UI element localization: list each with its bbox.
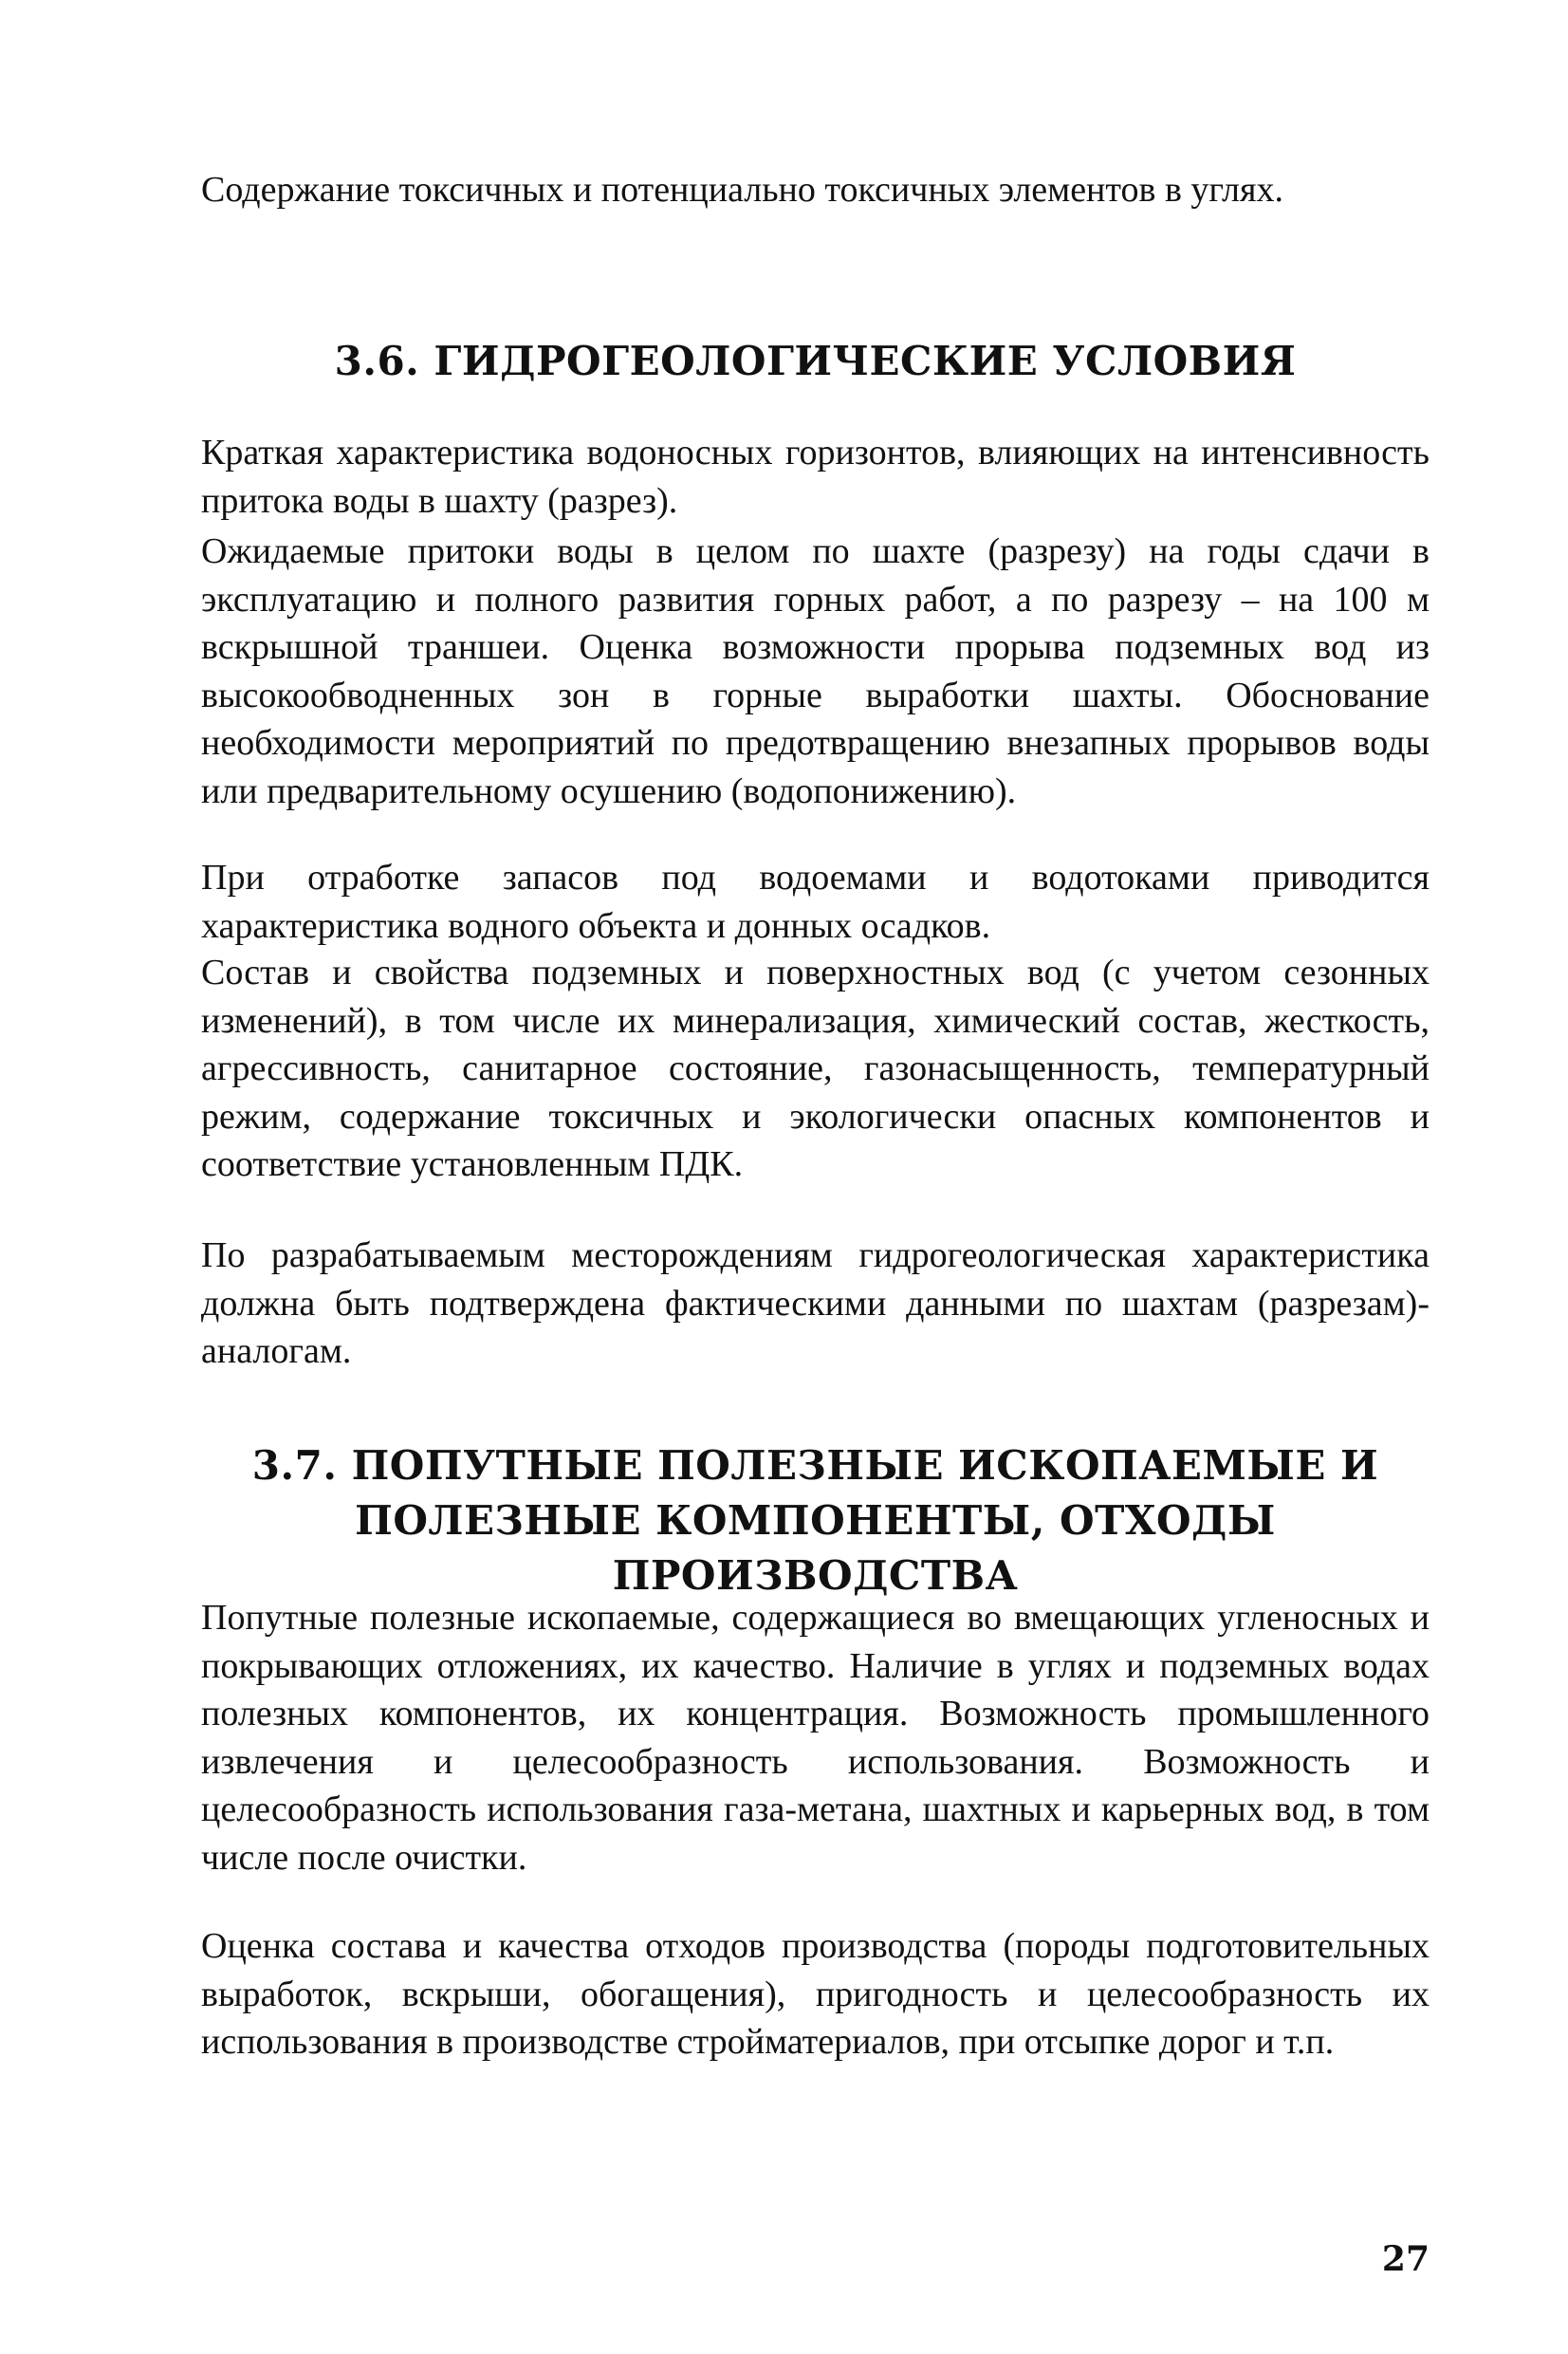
section-3-6-heading: 3.6. ГИДРОГЕОЛОГИЧЕСКИЕ УСЛОВИЯ bbox=[334, 338, 1297, 384]
section-3-6-paragraph-1: Краткая характеристика водоносных горизонтов, влияющих на интенсивность притока воды в шахту (разрез). bbox=[201, 433, 1430, 521]
page-number: 27 bbox=[1381, 2239, 1430, 2279]
section-3-7-paragraph-1: Попутные полезные ископаемые, содержащиеся во вмещающих угленосных и покрывающих отложениях, их качество. Наличие в углях и подземных водах полезных компонентов, их концентрация. Возможность промышленного извлечения и целесообразность использования. Возможность и целесообразность использования газа-метана, шахтных и карьерных вод, в том числе после очистки. bbox=[201, 1598, 1430, 1878]
section-3-6-paragraph-5: По разрабатываемым месторождениям гидрогеологическая характеристика должна быть подтверждена фактическими данными по шахтам (разрезам)-аналогам. bbox=[201, 1235, 1430, 1371]
section-3-6-paragraph-3: При отработке запасов под водоемами и водотоками приводится характеристика водного объекта и донных осадков. bbox=[201, 858, 1430, 946]
intro-paragraph: Содержание токсичных и потенциально токсичных элементов в углях. bbox=[201, 170, 1283, 210]
section-3-6-paragraph-2: Ожидаемые притоки воды в целом по шахте (разрезу) на годы сдачи в эксплуатацию и полного развития горных работ, а по разрезу – на 100 м вскрышной траншеи. Оценка возможности прорыва подземных вод из высокообводненных зон в горные выработки шахты. Обоснование необходимости мероприятий по предотвращению внезапных прорывов воды или предварительному осушению (водопонижению). bbox=[201, 531, 1430, 811]
section-3-7-paragraph-2: Оценка состава и качества отходов производства (породы подготовительных выработок, вскрыши, обогащения), пригодность и целесообразность их использования в производстве стройматериалов, при отсыпке дорог и т.п. bbox=[201, 1926, 1430, 2062]
section-3-7-heading-line-1: 3.7. ПОПУТНЫЕ ПОЛЕЗНЫЕ ИСКОПАЕМЫЕ И bbox=[251, 1442, 1379, 1489]
section-3-7-heading bbox=[201, 1438, 1430, 1603]
section-3-6-paragraph-4: Состав и свойства подземных и поверхностных вод (с учетом сезонных изменений), в том числе их минерализация, химический состав, жесткость, агрессивность, санитарное состояние, газонасыщенность, температурный режим, содержание токсичных и экологически опасных компонентов и соответствие установленным ПДК. bbox=[201, 953, 1430, 1184]
section-3-7-heading-line-2: ПОЛЕЗНЫЕ КОМПОНЕНТЫ, ОТХОДЫ ПРОИЗВОДСТВА bbox=[355, 1497, 1276, 1599]
